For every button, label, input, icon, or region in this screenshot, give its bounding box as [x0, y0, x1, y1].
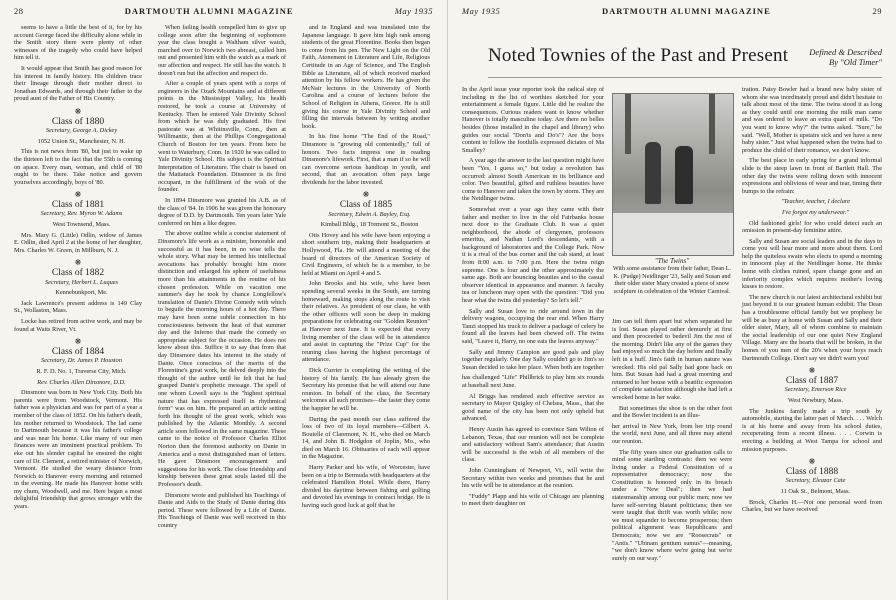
paragraph: Somewhat over a year ago they came with their father and mother to live in the old Fairbanks house next door to the Graduate Club. It was a quiet neighborhood, the abode of clergymen, professors emeritus, and Nathan Lord's descendants, with a background of laboratories and the College Park. Now it is a rival of the bus corner and the cab stand, at least from 8:00 a.m. to 7:00 p.m. Here the twins reign supreme. One is four and the other approximately the same age. Both are bouncing beauties and to the casual observer identical in appearance and manner. A faculty tea or luncheon may open with the question: "Did you hear what the twins did yesterday? So let's tell." [462, 205, 604, 305]
paragraph: Harry Parker and his wife, of Worcester, have been on a trip to Bermuda with headquarters at the celebrated Hamilton Hotel. While there, Harry divided his daytime between fishing and golfing and devoted his evenings to contract bridge. He is having such good luck at golf that he [302, 464, 430, 510]
address-line: Kimball Bldg., 18 Tremont St., Boston [320, 221, 419, 229]
paragraph: After a couple of years spent with a corps of engineers in the Ozark Mountains and at different points in the Mississippi Valley, his health restored, he took a course at University of Kentucky. Then he entered Yale Divinity School from which he was duly graduated. His first pastorate was at Whitinsville, Conn., then at Willimantic, then at the Phillips Congregational Church of Boston for ten years. From here he went to Waterbury, Conn. In 1920 he was called to Yale Divinity School. His subject is the Spiritual Interpretation of Literature. The chair is based on the Mattatuck Foundation. Dinsmore is its first occupant, in the fulfillment of the wish of the founder. [158, 80, 286, 194]
right-column-3 [742, 86, 882, 517]
paragraph: Otis Hovey and his wife have been enjoying a short southern trip, making their headquarters at Hollywood, Fla. He will attend a meeting of the board of directors of the American Society of Civil Engineers, of which he is a member, to be held at Miami on April 4 and 5. [302, 231, 430, 277]
paragraph: has challenged "Life" Phillbrick to play him six rounds at baseball next June. [462, 374, 604, 389]
address-line: West Townsend, Mass. [52, 221, 111, 229]
paragraph: Jack Lawrence's present address is 149 Clay St., Wollaston, Mass. [14, 299, 142, 315]
paragraph: During the past month our class suffered the loss of two of its loyal members—Gilbert A. Boutelle of Claremont, N. H., who died on March 14, and John B. Hodgdon of Joplin, Mo., who died on March 16. Obituaries of each will appear in the Magazine. [302, 415, 430, 461]
left-column-1 [14, 24, 142, 514]
address-line: Kennebunkport, Me. [55, 289, 108, 297]
twins-photo [612, 93, 734, 256]
paragraph: Locke has retired from active work, and may be found at Waits River, Vt. [14, 318, 142, 333]
tree-shape [625, 94, 631, 154]
paragraph: When failing health compelled him to give up college soon after the beginning of sophomore year the class bought a Waltham silver watch, marched over to Norwich two abreast, called him out and presented him with the watch as a mark of our affection and respect. He still has the watch. It doesn't run but the affection and respect do. [158, 24, 286, 77]
paragraph: Sally and Jimmy Campion are good pals and play together regularly. One day Sally couldn't go to Jim's so Susan decided to take her place. When both are together [462, 348, 604, 371]
ornament-icon: ❋ [808, 366, 816, 376]
ornament-icon: ❋ [74, 258, 82, 268]
paragraph: But sometimes the shoe is on the other foot and the Bowler incident is an illus- [612, 404, 732, 420]
ornament-icon: ❋ [74, 190, 82, 200]
left-column-3 [302, 24, 430, 513]
paragraph: The Junkins family made a trip south by automobile, starting the latter part of March. . . . Welch is at his home and away from his school duties, recuperating from a recent illness. . . . Corwin is erecting a building at West Tampa for school and mission purposes. [742, 407, 882, 453]
paragraph: Old fashioned girls! for who could detect such an omission in present-day feminine attire. [742, 219, 882, 235]
caption-text: With some assistance from their father, Dean L. K. (Pudge) Neidlinger '23, Sally and Susan and their older sister Mary created a piece of snow sculpture in celebration of the Winter Carnival. [612, 265, 732, 295]
secretary-line: Secretary, Rev. Myron W. Adams [40, 210, 123, 218]
paragraph: her arrival in New York, from her trip round the world, next June, and all three may attend our reunion. [612, 422, 732, 445]
paragraph: In 1894 Dinsmore was granted his A.B. as of the class of '84. In 1906 he was given the honorary degree of D.D. by Dartmouth. Ten years later Yale conferred on him a like degree. [158, 197, 286, 227]
secretary-line: Secretary, Herbert L. Luques [44, 278, 119, 286]
subject-name: Rev. Charles Allen Dinsmore, D.D. [37, 378, 126, 386]
issue-date: May 1935 [462, 6, 501, 16]
secretary-line: Secretary, Dr. James P. Houston [41, 357, 122, 365]
paragraph: Al Briggs has rendered such effective service as secretary to Mayor Quigley of Chelsea, Mass., that the good name of the city has been not only upheld but advanced. [462, 392, 604, 423]
ornament-icon: ❋ [808, 457, 816, 467]
magazine-name: DARTMOUTH ALUMNI MAGAZINE [602, 6, 771, 16]
paragraph: Sally and Susan love to ride around town in the delivery wagons, occupying the rear end. When Harry Tanzi stopped his truck to deliver a package of celery he found all the leaves had been chewed off. The twins said, "Leave it, Harry, no one eats the leaves anyway." [462, 307, 604, 345]
running-head [462, 4, 882, 18]
paragraph: Brock, Charles H.—Not one personal word from Charles, but we have received [742, 498, 882, 514]
address-line: R. F. D. No. 1, Traverse City, Mich. [36, 367, 127, 375]
paragraph: and in England and was translated into the Japanese language. It gave him high rank among students of the great Florentine. Books then began to come from his pen. The New Light on the Old Faith, Atonement in Literature and Life, Religious Certitude in an Age of Science, and The English Bible as Literature, all of which received marked attention by his fellow workers. He has given the McNair lectures in the University of North Carolina and a course of lectures before the School of Religion in Athens, Greece. He is still giving his course in Yale Divinity School and filling the intervals between by writing another book. [302, 24, 430, 130]
paragraph: Dick Currier is completing the writing of the history of his family. He has already given the Secretary his promise that he will attend our June reunion. In behalf of the class, the Secretary welcomes all such promises—the faster they come the happier he will be. [302, 366, 430, 412]
address-line: 11 Oak St., Belmont, Mass. [780, 487, 851, 495]
class-heading-1885: Class of 1885 [339, 200, 393, 211]
right-column-1 [462, 86, 604, 511]
paragraph: The best place in early spring for a grand informal slide is the steep lawn in front of Bartlett Hall. The other day the twins were rolling down with innocent expressions and oblivious of wear and tear, timing their bumps to the refrain: [742, 157, 882, 195]
page-number: 28 [14, 6, 24, 16]
photo-caption [612, 258, 732, 295]
class-heading-1881: Class of 1881 [51, 199, 105, 210]
ornament-icon: ❋ [362, 190, 370, 200]
address-line: 1052 Union St., Manchester, N. H. [37, 137, 126, 145]
paragraph: The fifty years since our graduation calls to mind some startling contrasts: then we were living under a Federal Constitution of a representative democracy; now the Constitution is honored only in its breach under a "New Deal"; then we had statesmanship among our public men; now we have self-serving blatant politicians; then we were taught that thrift was worth while; now we must squander to become prosperous; then political alignment was Republicans and Democrats; now we are "Roosecrats" or "Antis." "Ubinam gentium sumus"—meaning, "we don't know where we're going but we're surely on our way." [612, 448, 732, 562]
secretary-line: Secretary, Emerson Rice [784, 386, 847, 394]
paragraph: John Brooks and his wife, who have been spending several weeks in the South, are turning homeward, making stops along the route to visit their relatives. As president of our class, he with the other officers will soon be deep in making preparations for celebrating our "Golden Reunion" at Hanover next June. It is expected that every living member of the class will be in attendance and assist in capturing the "Prize Cup" for the reuning class having the highest percentage of attendance. [302, 280, 430, 364]
tree-shape [709, 94, 715, 154]
paragraph: Sally and Susan are social leaders and in the days to come you will hear more and more about them. Lord help the quiteless swain who elects to spend a morning in innocent play at the Neidlinger home. He thinks home with clothes ruined, spare change gone and an inferiority complex which requires mother's loving kisses to restore. [742, 237, 882, 291]
caption-title: "The Twins" [654, 257, 690, 265]
secretary-line: Secretary, Eleazar Cate [785, 477, 846, 485]
snow-shape [613, 213, 733, 255]
article-title: Noted Townies of the Past and Present [488, 45, 789, 66]
running-head [14, 4, 433, 18]
secretary-line: Secretary, George A. Dickey [45, 127, 118, 135]
paragraph: Mrs. Mary G. (Little) Odlin, widow of James E. Odlin, died April 2 at the home of her daughter, Mrs. Charles W. Green, in Millburn, N. J. [14, 231, 142, 254]
class-heading-1880: Class of 1880 [51, 116, 105, 127]
right-column-2 [612, 318, 732, 565]
paragraph: seems to have a little the best of it, for by his account George faced the difficulty alone while in the Smith story there were plenty of other witnesses of the tragedy who could have helped him tell it. [14, 24, 142, 62]
paragraph: In his fine home "The End of the Road," Dinsmore is "growing old contentedly," full of honors. Two facts impress one in reading Dinsmore's lifework. First, that a man if so he will can overcome serious handicap in youth, and second, that an avocation often pays large dividends for the labor invested. [302, 133, 430, 186]
paragraph: This is not news from '80, but just to wake up the thirteen left to the fact that the 55th is coming on apace. Every man, woman, and child of '80 ought to be there. Take notice and govern yourselves accordingly, boys of '80. [14, 148, 142, 186]
class-heading-1882: Class of 1882 [51, 268, 105, 279]
paragraph: Jim can tell them apart but when separated he is lost. Susan played rather demurely at first and then proceeded to bedevil Jim the rest of the morning. Didn't like any of the games they had enjoyed so much the day before and finally left in a huff. Jim's faith in human nature was wrecked. His old pal Sally had gone back on him. But Susan had had a great morning and returned to her house with a beatific expression of complete satisfaction although she had left a wrecked home in her wake. [612, 318, 732, 401]
ornament-icon: ❋ [74, 337, 82, 347]
verse-line: "Teacher, teacher, I declare [781, 198, 850, 206]
paragraph: Dinsmore wrote and published his Teachings of Dante and Aids to the Study of Dante during this period. These were followed by a Life of Dante. His Teachings of Dante was well received in this country [158, 491, 286, 529]
article-header [488, 37, 882, 78]
address-line: West Newbury, Mass. [787, 396, 844, 404]
left-column-2 [158, 24, 286, 533]
secretary-line: Secretary, Edwin A. Bayley, Esq. [328, 210, 411, 218]
paragraph: In the April issue your reporter took the radical step of including in the list of worthies sketched for your entertainment a female figure. Little did he realize the consequences. Curious readers want to know whether Hanover is totally masculine today. Are there no belles besides (those installed in the chapel and library) who guides our social "Don'ts and Do's"? Are the boys content to follow the foothills expressed dictates of Ma Smalley? [462, 86, 604, 154]
paragraph: Dinsmore was born in New York City. Both his parents were from Woodstock, Vermont. His father was a physician and was for part of a year a member of the class of 1852. On his father's death, his mother returned to Woodstock. The lad came to Dartmouth because it was his father's college and was near his home. Like many of our men finances were an imminent practical problem. To eke out his slender capital he ensured the night care of Dr. Clement, a retired minister of Norwich, Vermont. He studied the weary distance from Norwich to Hanover every morning and returned in the evening. He made his Hanover home with my chum, Woodwell, and me. Here began a most delightful friendship that grows stronger with the years. [14, 389, 142, 511]
class-heading-1888: Class of 1888 [785, 466, 839, 477]
class-heading-1884: Class of 1884 [51, 346, 105, 357]
paragraph: It would appear that Smith has good reason for his interest in family history. His children trace their lineage through their mother direct to Jonathan Edwards, and through their father to the proud aunt of the Father of His Country. [14, 64, 142, 103]
issue-date: May 1935 [394, 6, 433, 16]
paragraph: John Cunningham of Newport, Vt., will write the Secretary within two weeks and promises that he and his wife will be in attendance at the reunion. [462, 466, 604, 490]
paragraph: The new church is our latest architectural exhibit but just beyond it is our greatest human exhibit. The Dean has a troublesome official family but we prophesy he will be as busy at home with Susan and Sally and their older sister, Mary, all of whom combine to maintain the social leadership of our one quiet New England Village. Many are the hearts that will be broken, in the homes of you men of the 20's when your boys reach Dartmouth College. Don't say we didn't warn you! [742, 293, 882, 362]
verse-line: I've forgot my underwear." [781, 208, 850, 216]
byline-line-1: Defined & Described [809, 47, 882, 57]
paragraph: "Fuddy" Plapp and his wife of Chicago are planning to meet their daughter on [462, 492, 604, 508]
paragraph: A year ago the answer to the last question might have been "Yes, I guess so," but today a revolution has occurred: almost South American in its brilliance and color. Two beautiful, gifted and ruthless beauties have come to Hanover and taken the town by storm. They are the Neidlinger twins. [462, 157, 604, 203]
paragraph: The above outline while a concise statement of Dinsmore's life work as a minister, honorable and successful as it has been, in no wise tells the whole story. What may be termed his intellectual avocations has probably brought him more distinction and enlarged his sphere of usefulness more than his attainments in the routine of his chosen profession. While on vacation one summer's day he took by chance Longfellow's translation of Dante's Divine Comedy with which to beguile the morning hours of a hot day. There may have been some subtle connection in his consciousness between the heat of that summer day and the Inferno that made the comedy so appropriate subject for the occasion. He does not know about this. Suffice it to say that from that day Dinsmore dates his interest in the study of Dante. Once conscious of the merits of the Florentine's great work, he delved deeply into the thought of the author until he felt that he had grasped Dante's prophetic message. The spell of one whom Lowell says is the "highest spiritual nature that has expressed itself in rhythmical form" was on him. He prepared an article setting forth his thought of the great work, which was published by the Atlantic Monthly. A second article soon followed in the same magazine. These came to the notice of Professor Charles Elliot Norton then the foremost authority on Dante in America and a most distinguished man of letters. He gave Dinsmore encouragement and suggestions for his work. The close friendship and kinship between these great souls lasted till the Professor's death. [158, 230, 286, 489]
right-page [448, 0, 896, 600]
figure-shape [675, 146, 693, 204]
ornament-icon: ❋ [74, 106, 82, 116]
figure-shape [645, 142, 661, 204]
article-byline [809, 47, 882, 67]
paragraph: Henry Austin has agreed to convince Sam Wilton of Lebanon, Texas, that our reunion will not be complete and satisfactory without Sam's attendance; that Austin will be successful is the wish of all members of the class. [462, 425, 604, 464]
paragraph: tration. Patsy Bowler had a brand new baby sister of whom she was inordinately proud and didn't hesitate to talk about most of the time. The twins stood it as long as they could until one morning the milk man came and was ordered to leave an extra quart of milk. "Do you want to know why?" the twins asked. "Sure," he said. "Well, Mother is upstairs sick and we have a new baby sister." Just what happened when the twins had to produce the child of their romance, we don't know. [742, 86, 882, 154]
class-heading-1887: Class of 1887 [785, 375, 839, 386]
page-number: 29 [872, 6, 882, 16]
byline-line-2: By "Old Timer" [829, 57, 882, 67]
magazine-name: DARTMOUTH ALUMNI MAGAZINE [124, 6, 294, 16]
